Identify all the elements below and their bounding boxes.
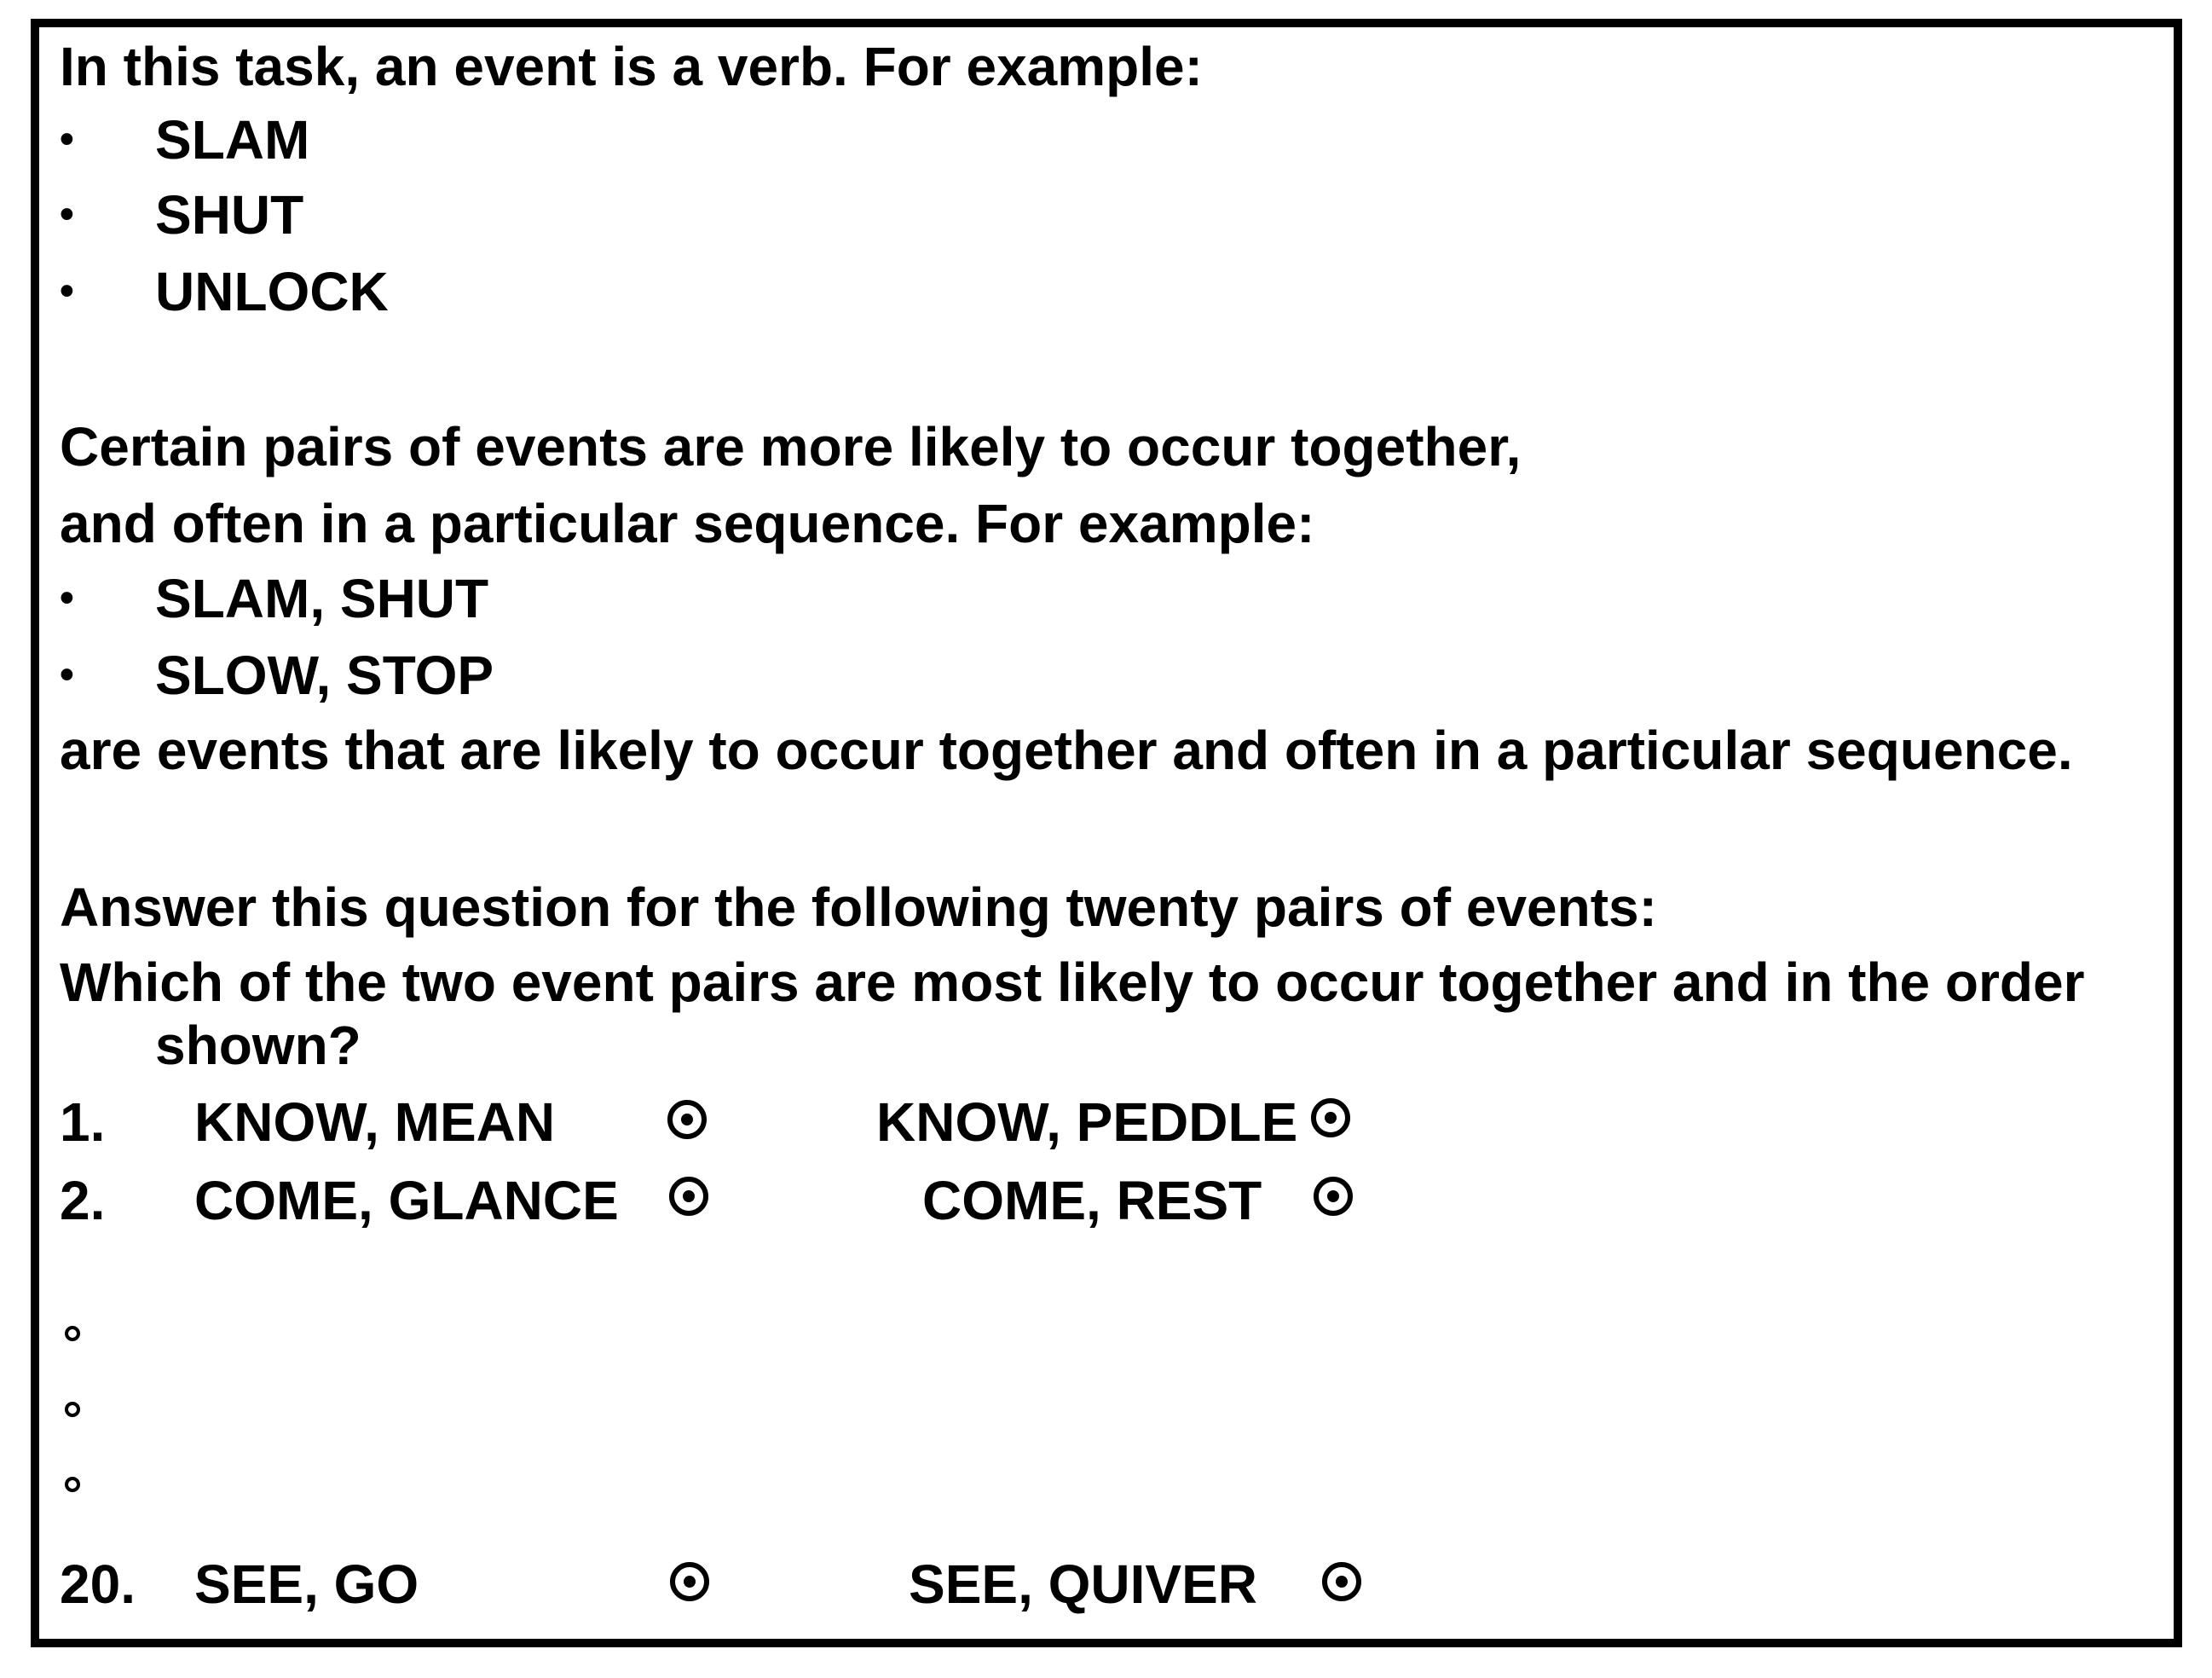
option-a-label: COME, GLANCE <box>194 1170 619 1231</box>
sequence-text: and often in a particular sequence. For example: <box>60 493 1315 554</box>
option-b-label: SEE, QUIVER <box>909 1554 1257 1615</box>
circle-bullet-icon <box>65 1477 80 1492</box>
option-a-label: KNOW, MEAN <box>194 1091 556 1153</box>
bullet-icon: • <box>60 269 74 314</box>
bullet-icon: • <box>60 192 74 237</box>
option-b-radio[interactable] <box>1311 1098 1350 1137</box>
option-b-radio[interactable] <box>1322 1562 1361 1601</box>
option-a-radio[interactable] <box>670 1562 709 1601</box>
bullet-icon: • <box>60 576 74 621</box>
bullet-icon: • <box>60 117 74 162</box>
circle-bullet-icon <box>65 1326 80 1341</box>
option-a-label: SEE, GO <box>194 1554 419 1615</box>
pair-example: SLOW, STOP <box>155 645 494 706</box>
option-a-radio[interactable] <box>667 1100 707 1139</box>
pair-example: SLAM, SHUT <box>155 568 489 629</box>
option-b-label: COME, REST <box>922 1170 1262 1231</box>
circle-bullet-icon <box>65 1402 80 1417</box>
item-number: 2. <box>60 1170 106 1231</box>
bullet-icon: • <box>60 652 74 697</box>
sequence-text: Certain pairs of events are more likely to occur together, <box>60 416 1522 477</box>
option-a-radio[interactable] <box>669 1177 708 1216</box>
option-b-radio[interactable] <box>1314 1177 1353 1216</box>
option-b-label: KNOW, PEDDLE <box>876 1091 1298 1153</box>
question-text: shown? <box>155 1015 361 1076</box>
verb-example: SHUT <box>155 184 304 246</box>
question-text: Answer this question for the following twenty pairs of events: <box>60 877 1657 938</box>
verb-example: SLAM <box>155 109 310 171</box>
item-number: 20. <box>60 1554 136 1615</box>
item-number: 1. <box>60 1091 106 1153</box>
verb-example: UNLOCK <box>155 261 389 322</box>
sequence-text: are events that are likely to occur together and often in a particular sequence. <box>60 720 2073 781</box>
question-text: Which of the two event pairs are most likely to occur together and in the order <box>60 952 2085 1013</box>
intro-text: In this task, an event is a verb. For example: <box>60 36 1203 97</box>
